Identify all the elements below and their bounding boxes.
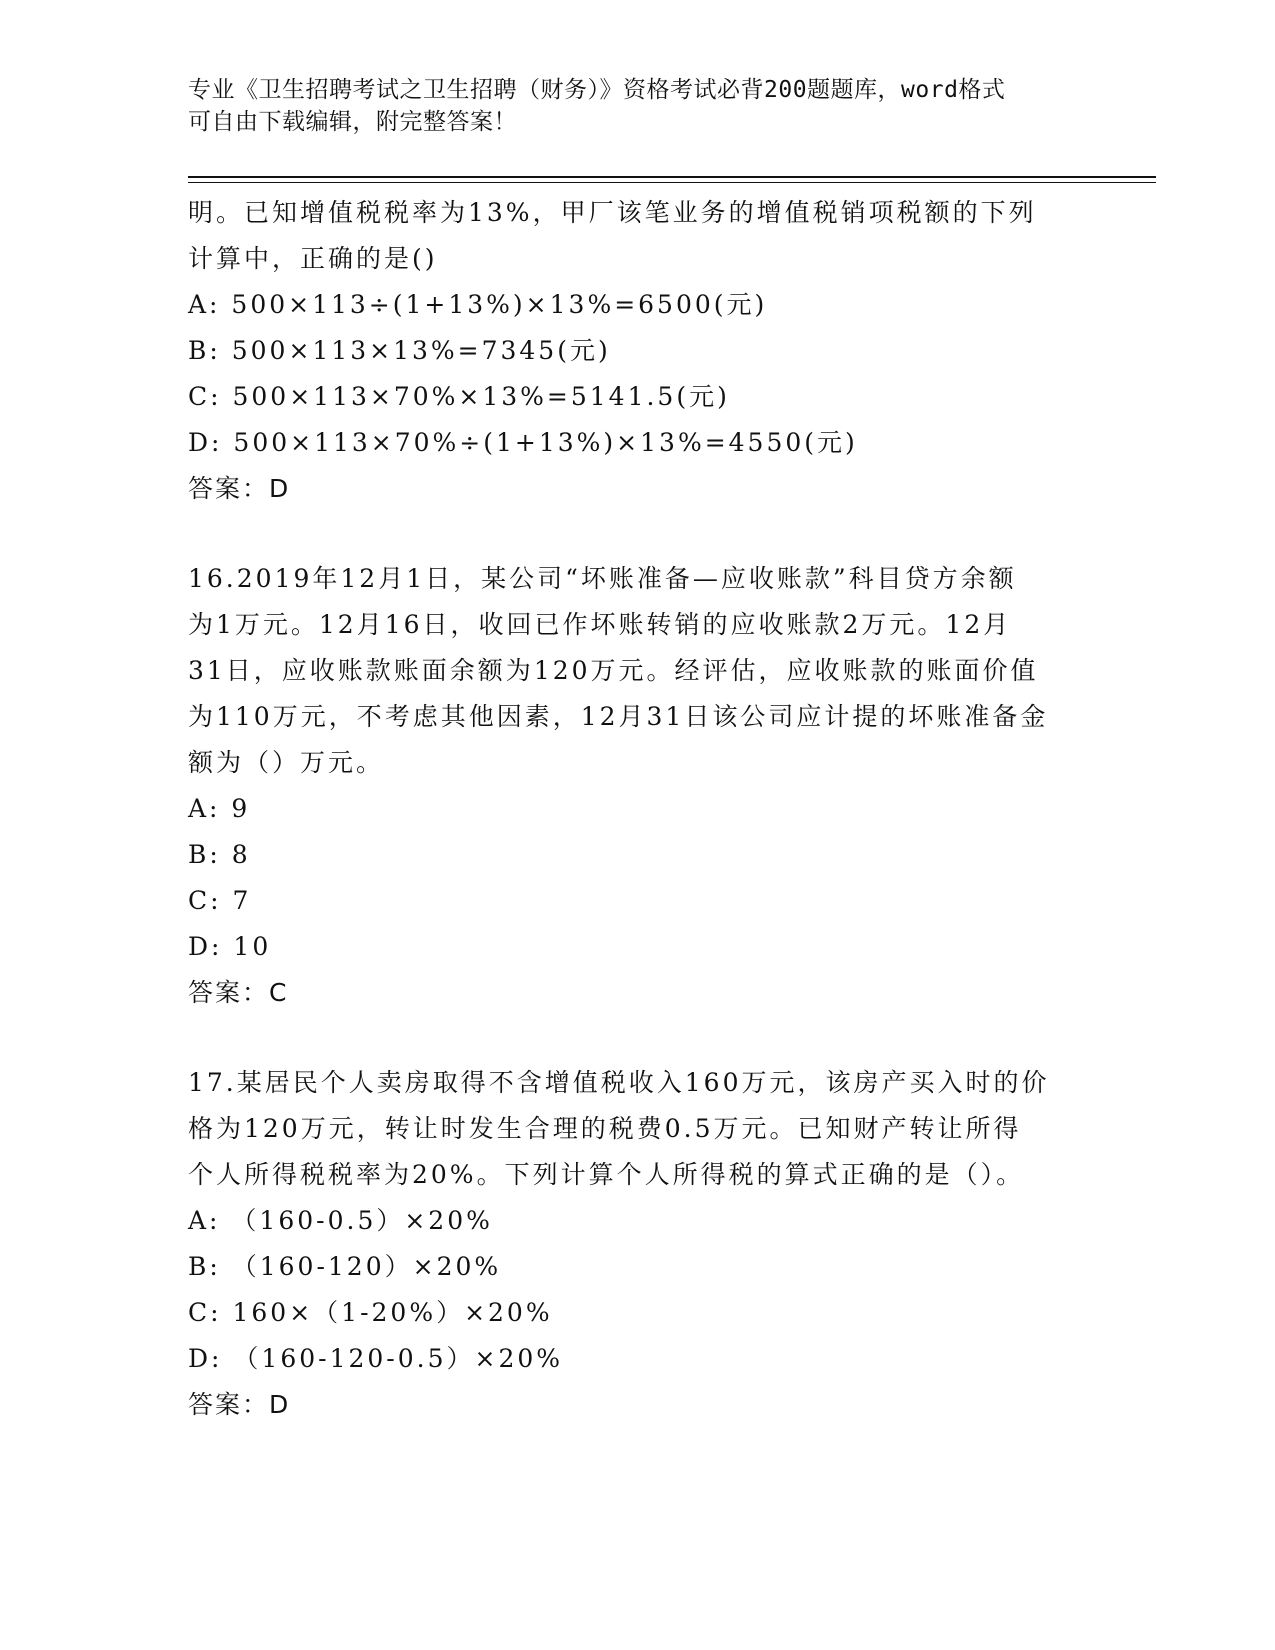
question-17-option-d: D: （160-120-0.5）×20% (188, 1344, 564, 1373)
header-divider-thin (188, 182, 1156, 183)
question-16-option-d: D: 10 (188, 932, 272, 961)
question-16-answer: 答案：C (188, 978, 289, 1007)
header-title-line-2: 可自由下载编辑，附完整答案！ (188, 109, 517, 135)
header-title-line-1: 专业《卫生招聘考试之卫生招聘（财务）》资格考试必背200题题库，word格式 (188, 77, 1006, 103)
question-17-stem-line-1: 17.某居民个人卖房取得不含增值税收入160万元，该房产买入时的价 (188, 1068, 1050, 1097)
question-17-stem-line-2: 格为120万元，转让时发生合理的税费0.5万元。已知财产转让所得 (188, 1114, 1022, 1143)
question-list (188, 190, 1088, 1428)
question-17-option-b: B: （160-120）×20% (188, 1252, 502, 1281)
question-17-answer: 答案：D (188, 1390, 291, 1419)
question-17-stem-line-3: 个人所得税税率为20%。下列计算个人所得税的算式正确的是（）。 (188, 1160, 1025, 1189)
question-16-stem-line-3: 31日，应收账款账面余额为120万元。经评估，应收账款的账面价值 (188, 656, 1039, 685)
question-16-stem-line-4: 为110万元，不考虑其他因素，12月31日该公司应计提的坏账准备金 (188, 702, 1049, 731)
question-spacer (188, 512, 1088, 556)
question-spacer (188, 1016, 1088, 1060)
question-16-stem-line-5: 额为（）万元。 (188, 748, 385, 777)
question-15-option-b: B: 500×113×13%=7345(元) (188, 336, 611, 365)
question-17-option-c: C: 160×（1-20%）×20% (188, 1298, 553, 1327)
question-17-option-a: A: （160-0.5）×20% (188, 1206, 493, 1235)
question-15 (188, 190, 1088, 512)
question-15-stem-line-1: 明。已知增值税税率为13%，甲厂该笔业务的增值税销项税额的下列 (188, 198, 1037, 227)
question-16-stem-line-2: 为1万元。12月16日，收回已作坏账转销的应收账款2万元。12月 (188, 610, 1012, 639)
question-16-option-c: C: 7 (188, 886, 252, 915)
question-15-answer: 答案：D (188, 474, 291, 503)
question-15-stem-line-2: 计算中，正确的是() (188, 244, 438, 273)
question-16-stem-line-1: 16.2019年12月1日，某公司“坏账准备—应收账款”科目贷方余额 (188, 564, 1017, 593)
question-17 (188, 1060, 1088, 1428)
question-16-option-a: A: 9 (188, 794, 251, 823)
question-15-option-d: D: 500×113×70%÷(1+13%)×13%=4550(元) (188, 428, 858, 457)
question-16-option-b: B: 8 (188, 840, 251, 869)
header-divider-thick (188, 176, 1156, 178)
question-15-option-a: A: 500×113÷(1+13%)×13%=6500(元) (188, 290, 768, 319)
question-16 (188, 556, 1088, 1016)
question-15-option-c: C: 500×113×70%×13%=5141.5(元) (188, 382, 730, 411)
document-header (188, 74, 1068, 138)
